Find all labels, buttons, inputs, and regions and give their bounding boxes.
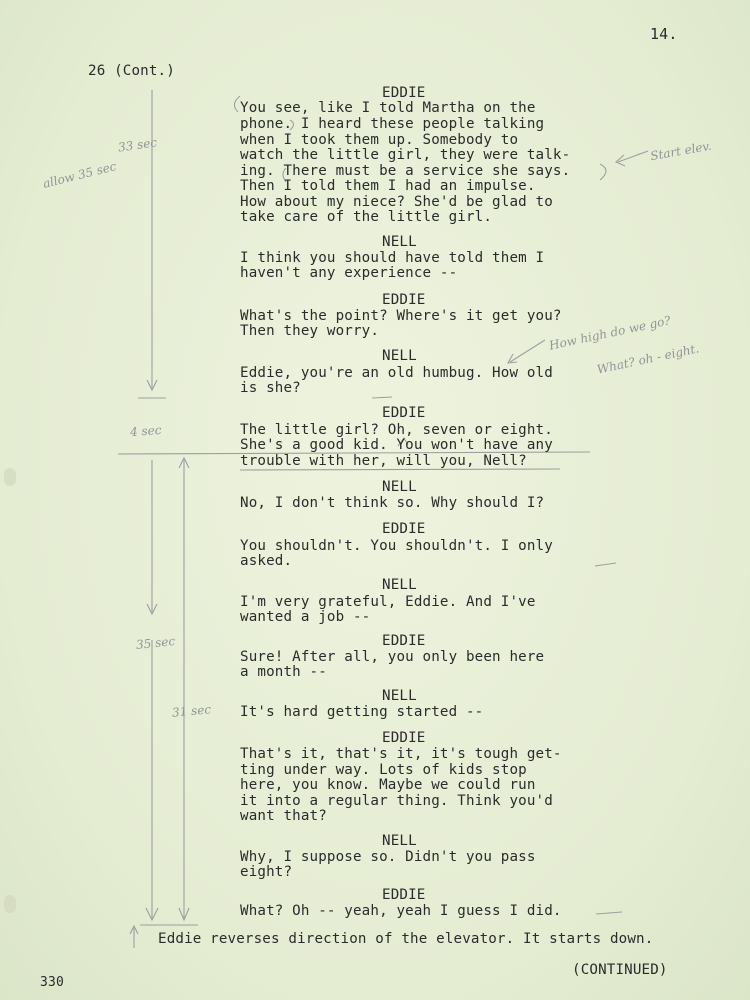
dialogue-line: The little girl? Oh, seven or eight. bbox=[240, 422, 553, 438]
margin-note-what-oh: What? oh - eight. bbox=[595, 341, 701, 377]
dialogue-line: here, you know. Maybe we could run bbox=[240, 777, 536, 793]
margin-note-how-high: How high do we go? bbox=[547, 313, 672, 353]
continued-label: (CONTINUED) bbox=[572, 962, 668, 978]
dialogue-line: asked. bbox=[240, 553, 293, 569]
dialogue-line: Eddie, you're an old humbug. How old bbox=[240, 365, 553, 381]
action-line: Eddie reverses direction of the elevator. It starts down. bbox=[158, 931, 654, 947]
dialogue-line: You see, like I told Martha on the bbox=[240, 100, 536, 116]
dialogue-line: Sure! After all, you only been here bbox=[240, 649, 545, 665]
timing-note-31: 31 sec bbox=[171, 702, 212, 720]
dialogue-line: is she? bbox=[240, 380, 301, 396]
timing-note-4: 4 sec bbox=[129, 422, 162, 440]
dialogue-line: phone. I heard these people talking bbox=[240, 116, 545, 132]
character-cue: EDDIE bbox=[382, 405, 426, 421]
dialogue-line: trouble with her, will you, Nell? bbox=[240, 453, 527, 469]
scene-heading: 26 (Cont.) bbox=[88, 63, 175, 79]
character-cue: NELL bbox=[382, 577, 417, 593]
character-cue: EDDIE bbox=[382, 85, 426, 101]
character-cue: EDDIE bbox=[382, 887, 426, 903]
dialogue-line: watch the little girl, they were talk- bbox=[240, 147, 571, 163]
timing-note-35: 35 sec bbox=[135, 633, 176, 653]
dialogue-line: What's the point? Where's it get you? bbox=[240, 308, 562, 324]
dialogue-line: No, I don't think so. Why should I? bbox=[240, 495, 545, 511]
dialogue-line: it into a regular thing. Think you'd bbox=[240, 793, 553, 809]
dialogue-line: haven't any experience -- bbox=[240, 265, 458, 281]
character-cue: NELL bbox=[382, 234, 417, 250]
dialogue-line: You shouldn't. You shouldn't. I only bbox=[240, 538, 553, 554]
character-cue: NELL bbox=[382, 348, 417, 364]
dialogue-line: That's it, that's it, it's tough get- bbox=[240, 746, 562, 762]
dialogue-line: It's hard getting started -- bbox=[240, 704, 484, 720]
character-cue: NELL bbox=[382, 688, 417, 704]
dialogue-line: How about my niece? She'd be glad to bbox=[240, 194, 553, 210]
dialogue-line: Why, I suppose so. Didn't you pass bbox=[240, 849, 536, 865]
dialogue-line: I'm very grateful, Eddie. And I've bbox=[240, 594, 536, 610]
character-cue: EDDIE bbox=[382, 521, 426, 537]
dialogue-line: take care of the little girl. bbox=[240, 209, 493, 225]
dialogue-line: Then I told them I had an impulse. bbox=[240, 178, 536, 194]
dialogue-line: wanted a job -- bbox=[240, 609, 371, 625]
dialogue-line: ting under way. Lots of kids stop bbox=[240, 762, 527, 778]
dialogue-line: when I took them up. Somebody to bbox=[240, 132, 519, 148]
footer-number: 330 bbox=[40, 975, 64, 990]
dialogue-line: She's a good kid. You won't have any bbox=[240, 437, 553, 453]
dialogue-line: I think you should have told them I bbox=[240, 250, 545, 266]
margin-note-start-elev: Start elev. bbox=[649, 138, 713, 164]
timing-note-allow: allow 35 sec bbox=[41, 159, 118, 191]
dialogue-line: Then they worry. bbox=[240, 323, 380, 339]
character-cue: EDDIE bbox=[382, 292, 426, 308]
character-cue: NELL bbox=[382, 833, 417, 849]
character-cue: NELL bbox=[382, 479, 417, 495]
dialogue-line: What? Oh -- yeah, yeah I guess I did. bbox=[240, 903, 562, 919]
timing-note-33: 33 sec bbox=[117, 135, 158, 155]
dialogue-line: want that? bbox=[240, 808, 327, 824]
dialogue-line: eight? bbox=[240, 864, 293, 880]
character-cue: EDDIE bbox=[382, 730, 426, 746]
dialogue-line: ing. There must be a service she says. bbox=[240, 163, 571, 179]
dialogue-line: a month -- bbox=[240, 664, 327, 680]
page-number: 14. bbox=[650, 25, 678, 43]
character-cue: EDDIE bbox=[382, 633, 426, 649]
